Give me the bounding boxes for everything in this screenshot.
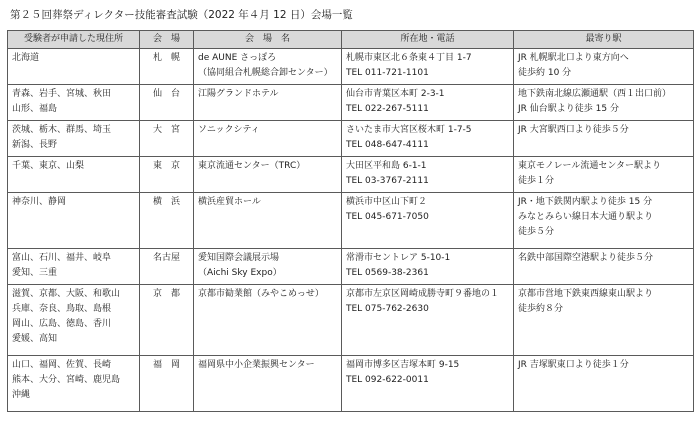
cell-residence-line: 北海道: [12, 53, 40, 63]
cell-address-phone-line: TEL 011-721-1101: [346, 68, 429, 78]
cell-address-phone-line: TEL 03-3767-2111: [346, 176, 429, 186]
cell-address-phone: [342, 121, 514, 157]
cell-venue-name-line: 愛知国際会議展示場: [198, 253, 280, 263]
cell-venue-name: [194, 285, 342, 356]
cell-address-phone: [342, 85, 514, 121]
cell-nearest-station: [514, 121, 694, 157]
cell-address-phone-line: TEL 022-267-5111: [346, 104, 429, 114]
cell-nearest-station-line: 徒歩５分: [518, 227, 555, 237]
cell-residence-line: 茨城、栃木、群馬、埼玉: [12, 125, 112, 135]
cell-residence-line: 熊本、大分、宮崎、鹿児島: [12, 375, 121, 385]
cell-residence: [8, 121, 140, 157]
cell-venue-name-line: 福岡県中小企業振興センター: [198, 360, 315, 370]
cell-residence-line: 沖縄: [12, 390, 31, 400]
cell-city: 福 岡: [140, 356, 194, 412]
cell-address-phone: [342, 49, 514, 85]
cell-residence: [8, 249, 140, 285]
cell-residence-line: 愛知、三重: [12, 268, 58, 278]
cell-nearest-station-line: 名鉄中部国際空港駅より徒歩５分: [518, 253, 654, 263]
cell-venue-name-line: 江陽グランドホテル: [198, 89, 279, 99]
cell-nearest-station: [514, 85, 694, 121]
cell-nearest-station-line: 京都市営地下鉄東西線東山駅より: [518, 289, 654, 299]
cell-city: 仙 台: [140, 85, 194, 121]
table-row: [8, 249, 694, 285]
cell-nearest-station-line: 徒歩約８分: [518, 304, 564, 314]
table-row: [8, 85, 694, 121]
cell-venue-name: [194, 49, 342, 85]
cell-nearest-station-line: 徒歩１分: [518, 176, 555, 186]
cell-residence: [8, 157, 140, 193]
cell-venue-name-line: de AUNE さっぽろ: [198, 53, 277, 63]
table-row: [8, 157, 694, 193]
cell-residence-line: 滋賀、京都、大阪、和歌山: [12, 289, 121, 299]
cell-nearest-station-line: JR 大宮駅西口より徒歩５分: [518, 125, 629, 135]
cell-venue-name-line: （Aichi Sky Expo）: [198, 268, 282, 278]
cell-residence-line: 新潟、長野: [12, 140, 58, 150]
cell-residence: [8, 356, 140, 412]
cell-address-phone-line: TEL 075-762-2630: [346, 304, 429, 314]
cell-venue-name: [194, 356, 342, 412]
cell-nearest-station-line: 地下鉄南北線広瀬通駅（西１出口前）: [518, 89, 672, 99]
cell-address-phone-line: TEL 048-647-4111: [346, 140, 429, 150]
cell-address-phone-line: 札幌市東区北６条東４丁目 1-7: [346, 53, 472, 63]
table-row: [8, 121, 694, 157]
cell-venue-name: [194, 193, 342, 249]
cell-residence-line: 千葉、東京、山梨: [12, 161, 85, 171]
cell-nearest-station: [514, 157, 694, 193]
cell-residence: [8, 85, 140, 121]
cell-address-phone: [342, 285, 514, 356]
cell-address-phone-line: さいたま市大宮区桜木町 1-7-5: [346, 125, 472, 135]
cell-residence: [8, 49, 140, 85]
cell-address-phone-line: 横浜市中区山下町２: [346, 197, 428, 207]
cell-city: 京 都: [140, 285, 194, 356]
cell-address-phone: [342, 157, 514, 193]
cell-nearest-station-line: JR 札幌駅北口より東方向へ: [518, 53, 629, 63]
cell-address-phone-line: 京都市左京区岡崎成勝寺町９番地の１: [346, 289, 500, 299]
cell-venue-name-line: （協同組合札幌総合卸センター）: [198, 68, 333, 78]
header-venue-name: 会 場 名: [194, 31, 342, 49]
cell-city: 名古屋: [140, 249, 194, 285]
table-row: [8, 356, 694, 412]
cell-address-phone-line: 常滑市セントレア 5-10-1: [346, 253, 451, 263]
header-nearest-station: 最寄り駅: [514, 31, 694, 49]
cell-address-phone: [342, 193, 514, 249]
cell-venue-name: [194, 157, 342, 193]
cell-nearest-station-line: 徒歩約 10 分: [518, 68, 572, 78]
cell-venue-name: [194, 121, 342, 157]
cell-city: 横 浜: [140, 193, 194, 249]
venue-table: [7, 30, 694, 412]
cell-residence-line: 岡山、広島、徳島、香川: [12, 319, 112, 329]
cell-city: 札 幌: [140, 49, 194, 85]
cell-address-phone-line: TEL 092-622-0011: [346, 375, 429, 385]
cell-residence-line: 山口、福岡、佐賀、長崎: [12, 360, 112, 370]
cell-nearest-station: [514, 49, 694, 85]
cell-residence-line: 青森、岩手、宮城、秋田: [12, 89, 112, 99]
cell-address-phone-line: TEL 045-671-7050: [346, 212, 429, 222]
cell-nearest-station: [514, 285, 694, 356]
cell-residence-line: 富山、石川、福井、岐阜: [12, 253, 112, 263]
cell-address-phone: [342, 356, 514, 412]
cell-venue-name-line: ソニックシティ: [198, 125, 260, 135]
cell-residence-line: 山形、福島: [12, 104, 58, 114]
cell-venue-name-line: 京都市勧業館（みやこめっせ）: [198, 289, 324, 299]
cell-nearest-station: [514, 249, 694, 285]
header-city: 会 場: [140, 31, 194, 49]
cell-venue-name-line: 東京流通センター（TRC）: [198, 161, 306, 171]
cell-address-phone: [342, 249, 514, 285]
cell-address-phone-line: TEL 0569-38-2361: [346, 268, 429, 278]
table-body: [8, 49, 694, 412]
cell-venue-name: [194, 85, 342, 121]
header-residence: 受験者が申請した現住所: [8, 31, 140, 49]
cell-venue-name-line: 横浜産貿ホール: [198, 197, 261, 207]
cell-address-phone-line: 仙台市青葉区本町 2-3-1: [346, 89, 445, 99]
table-row: [8, 49, 694, 85]
cell-address-phone-line: 福岡市博多区吉塚本町 9-15: [346, 360, 460, 370]
cell-address-phone-line: 大田区平和島 6-1-1: [346, 161, 427, 171]
cell-residence-line: 兵庫、奈良、鳥取、島根: [12, 304, 112, 314]
cell-nearest-station: [514, 193, 694, 249]
cell-nearest-station-line: 東京モノレール流通センター駅より: [518, 161, 662, 171]
cell-nearest-station-line: JR 吉塚駅東口より徒歩１分: [518, 360, 629, 370]
cell-residence: [8, 285, 140, 356]
page-title: 第２５回葬祭ディレクター技能審査試験（2022 年４月 12 日）会場一覧: [10, 9, 353, 21]
cell-nearest-station-line: JR 仙台駅より徒歩 15 分: [518, 104, 619, 114]
cell-city: 東 京: [140, 157, 194, 193]
cell-residence-line: 愛媛、高知: [12, 334, 58, 344]
table-row: [8, 193, 694, 249]
cell-residence-line: 神奈川、静岡: [12, 197, 67, 207]
header-address-phone: 所在地・電話: [342, 31, 514, 49]
cell-nearest-station-line: JR・地下鉄関内駅より徒歩 15 分: [518, 197, 653, 207]
table-row: [8, 285, 694, 356]
table-header-row: [8, 31, 694, 49]
cell-venue-name: [194, 249, 342, 285]
cell-residence: [8, 193, 140, 249]
cell-nearest-station-line: みなとみらい線日本大通り駅より: [518, 212, 654, 222]
cell-city: 大 宮: [140, 121, 194, 157]
cell-nearest-station: [514, 356, 694, 412]
